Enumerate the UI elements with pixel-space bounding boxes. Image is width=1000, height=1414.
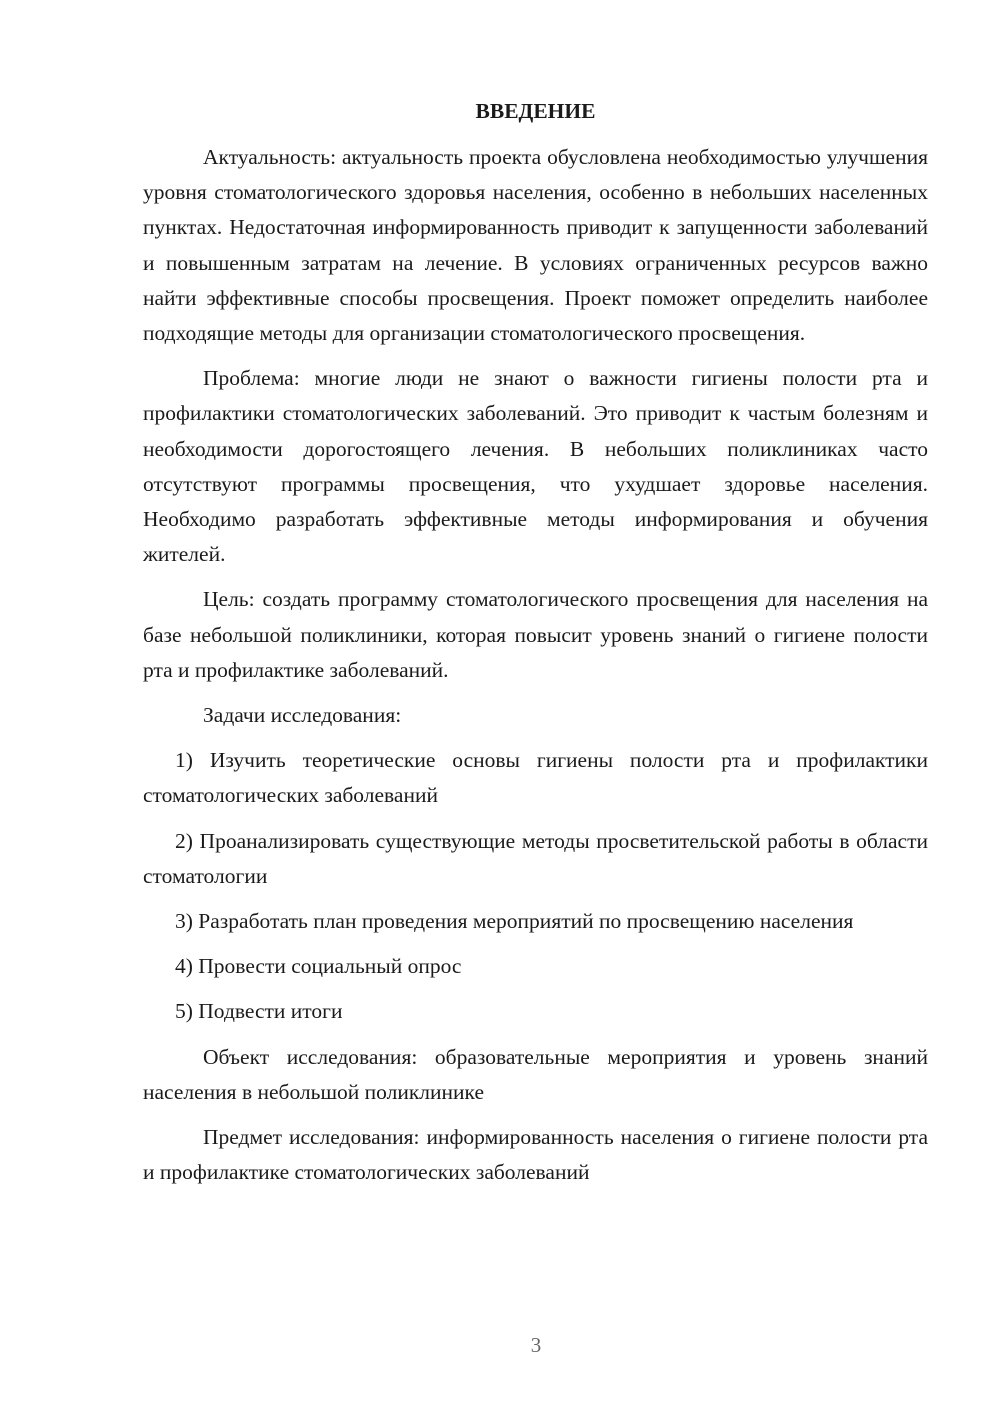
research-subject-paragraph: Предмет исследования: информированность населения о гигиене полости рта и профилактике стоматологических заболеваний bbox=[143, 1125, 928, 1185]
page-number: 3 bbox=[530, 1333, 542, 1357]
tasks-heading: Задачи исследования: bbox=[203, 703, 402, 728]
page-content bbox=[143, 94, 928, 1200]
problem-paragraph: Проблема: многие люди не знают о важности гигиены полости рта и профилактики стоматологических заболеваний. Это приводит к частым болезням и необходимости дорогостоящего лечения. В небольших поликлиниках часто отсутствуют программы просвещения, что ухудшает здоровье населения. Необходимо разработать эффективные методы информирования и обучения жителей. bbox=[143, 366, 928, 567]
task-item-4: 4) Провести социальный опрос bbox=[175, 954, 462, 979]
relevance-paragraph: Актуальность: актуальность проекта обусловлена необходимостью улучшения уровня стоматологического здоровья населения, особенно в небольших населенных пунктах. Недостаточная информированность приводит к запущенности заболеваний и повышенным затратам на лечение. В условиях ограниченных ресурсов важно найти эффективные способы просвещения. Проект поможет определить наиболее подходящие методы для организации стоматологического просвещения. bbox=[143, 145, 928, 346]
task-item-3: 3) Разработать план проведения мероприятий по просвещению населения bbox=[175, 909, 854, 934]
research-object-paragraph: Объект исследования: образовательные мероприятия и уровень знаний населения в небольшой поликлинике bbox=[143, 1044, 928, 1104]
page-title: ВВЕДЕНИЕ bbox=[475, 99, 596, 123]
task-item-2: 2) Проанализировать существующие методы просветительской работы в области стоматологии bbox=[143, 828, 928, 888]
task-item-1: 1) Изучить теоретические основы гигиены полости рта и профилактики стоматологических заболеваний bbox=[143, 748, 928, 808]
task-item-5: 5) Подвести итоги bbox=[175, 999, 343, 1024]
goal-paragraph: Цель: создать программу стоматологического просвещения для населения на базе небольшой поликлиники, которая повысит уровень знаний о гигиене полости рта и профилактике заболеваний. bbox=[143, 587, 928, 682]
